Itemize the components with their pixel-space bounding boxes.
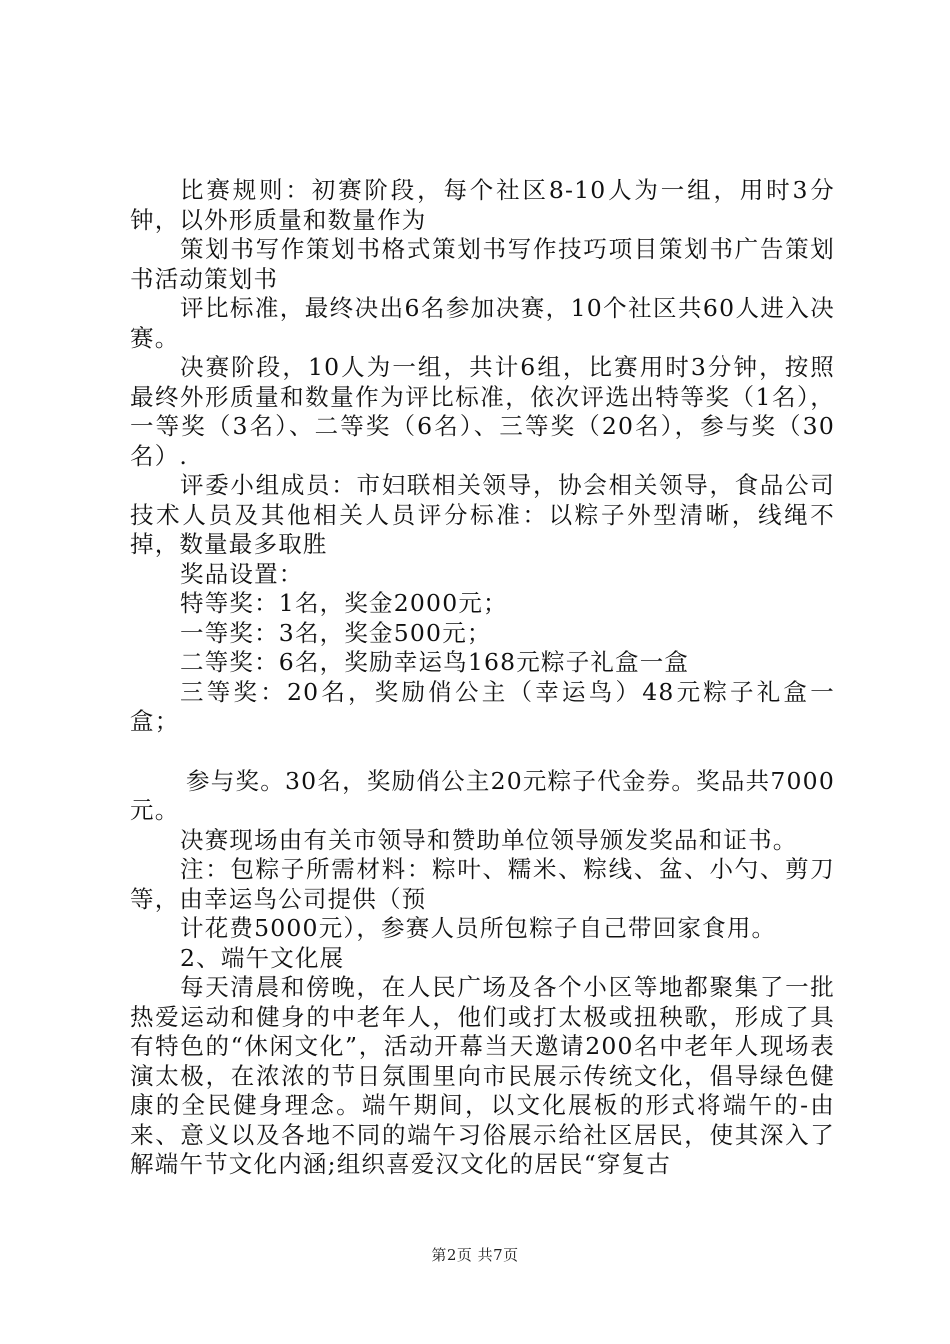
paragraph-materials-cost: 计花费5000元），参赛人员所包粽子自己带回家食用。 (180, 914, 777, 942)
paragraph-competition-rules: 比赛规则：初赛阶段，每个社区8-10人为一组，用时3分钟，以外形质量和数量作为 (130, 176, 835, 234)
page-number-label: 第2页 共7页 (431, 1246, 519, 1264)
document-body (130, 176, 835, 1180)
paragraph-special-prize: 特等奖：1名，奖金2000元； (180, 589, 508, 617)
section-heading-culture-exhibition: 2、端午文化展 (180, 943, 345, 972)
paragraph-first-prize: 一等奖：3名，奖金500元； (180, 618, 492, 647)
paragraph-award-ceremony: 决赛现场由有关市领导和赞助单位领导颁发奖品和证书。 (180, 825, 798, 854)
page-footer (0, 1244, 950, 1265)
paragraph-evaluation-standard: 评比标准，最终决出6名参加决赛，10个社区共60人进入决赛。 (130, 294, 835, 352)
paragraph-culture-exhibition: 每天清晨和傍晚，在人民广场及各个小区等地都聚集了一批热爱运动和健身的中老年人，他们或打太极或扭秧歌，形成了具有特色的“休闲文化”，活动开幕当天邀请200名中老年人现场表演太极，在浓浓的节日氛围里向市民展示传统文化，倡导绿色健康的全民健身理念。端午期间，以文化展板的形式将端午的-由来、意义以及各地不同的端午习俗展示给社区居民，使其深入了解端午节文化内涵;组织喜爱汉文化的居民“穿复古 (130, 973, 835, 1178)
paragraph-participation-prize: 参与奖。30名，奖励俏公主20元粽子代金券。奖品共7000元。 (130, 766, 835, 824)
paragraph-judges: 评委小组成员：市妇联相关领导，协会相关领导，食品公司技术人员及其他相关人员评分标准：以粽子外型清晰，线绳不掉，数量最多取胜 (130, 471, 835, 558)
paragraph-final-stage: 决赛阶段，10人为一组，共计6组，比赛用时3分钟，按照最终外形质量和数量作为评比标准，依次评选出特等奖（1名），一等奖（3名）、二等奖（6名）、三等奖（20名），参与奖（30名）. (130, 353, 835, 470)
paragraph-third-prize: 三等奖：20名，奖励俏公主（幸运鸟）48元粽子礼盒一盒； (130, 677, 835, 735)
paragraph-materials-note: 注：包粽子所需材料：粽叶、糯米、粽线、盆、小勺、剪刀等，由幸运鸟公司提供（预 (130, 855, 835, 913)
paragraph-plan-keywords: 策划书写作策划书格式策划书写作技巧项目策划书广告策划书活动策划书 (130, 235, 835, 293)
paragraph-prize-setting: 奖品设置： (180, 559, 304, 588)
paragraph-second-prize: 二等奖：6名，奖励幸运鸟168元粽子礼盒一盒 (180, 648, 690, 676)
